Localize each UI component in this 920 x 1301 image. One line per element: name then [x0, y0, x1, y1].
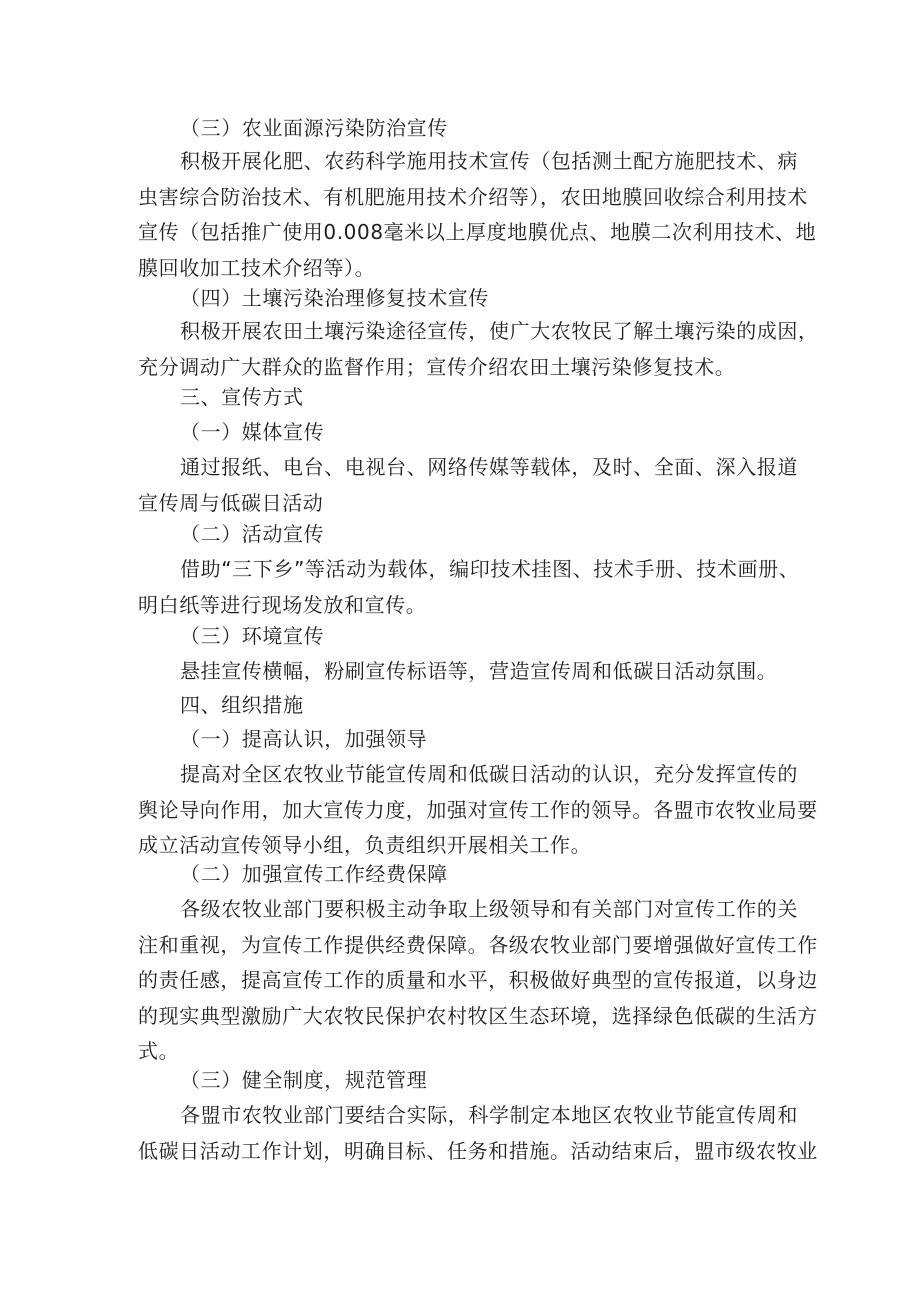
heading-text: 三、宣传方式	[180, 385, 304, 409]
section-heading	[180, 619, 792, 655]
chapter-heading	[180, 688, 792, 724]
paragraph-line: 借助“三下乡”等活动为载体，编印技术挂图、技术手册、技术画册、	[180, 557, 800, 581]
body-paragraph	[138, 450, 798, 521]
paragraph-line: 提高对全区农牧业节能宣传周和低碳日活动的认识，充分发挥宣传的	[180, 762, 798, 786]
heading-text: （三）健全制度，规范管理	[180, 1068, 428, 1092]
heading-text: （二）活动宣传	[180, 522, 325, 546]
paragraph-line: 膜回收加工技术介绍等）。	[138, 255, 376, 280]
section-heading	[180, 517, 792, 553]
body-paragraph	[138, 144, 817, 286]
section-heading	[180, 281, 792, 317]
heading-text: （三）农业面源污染防治宣传	[180, 116, 448, 140]
paragraph-line: 低碳日活动工作计划，明确目标、任务和措施。活动结束后，盟市级农牧业	[138, 1138, 818, 1163]
chapter-heading	[180, 380, 792, 416]
paragraph-line: 明白纸等进行现场发放和宣传。	[138, 592, 427, 617]
body-paragraph	[138, 552, 800, 623]
paragraph-line: 注和重视，为宣传工作提供经费保障。各级农牧业部门要增强做好宣传工作	[138, 932, 818, 957]
paragraph-line: 的责任感，提高宣传工作的质量和水平，积极做好典型的宣传报道，以身边	[138, 968, 818, 993]
heading-text: （二）加强宣传工作经费保障	[180, 862, 448, 886]
paragraph-line: 成立活动宣传领导小组，负责组织开展相关工作。	[138, 833, 592, 858]
body-paragraph	[138, 892, 818, 1070]
paragraph-line: 充分调动广大群众的监督作用；宣传介绍农田土壤污染修复技术。	[138, 354, 736, 379]
heading-text: （三）环境宣传	[180, 624, 325, 648]
heading-text: （一）媒体宣传	[180, 420, 325, 444]
body-paragraph	[138, 1098, 818, 1169]
section-heading	[180, 857, 792, 893]
heading-text: （一）提高认识，加强领导	[180, 727, 428, 751]
paragraph-line: 积极开展农田土壤污染途径宣传，使广大农牧民了解土壤污染的成因，	[180, 319, 819, 343]
paragraph-line: 各盟市农牧业部门要结合实际，科学制定本地区农牧业节能宣传周和	[180, 1103, 798, 1127]
section-heading	[180, 415, 792, 451]
paragraph-line: 的现实典型激励广大农牧民保护农村牧区生态环境，选择绿色低碳的生活方	[138, 1003, 818, 1028]
section-heading	[180, 111, 792, 147]
paragraph-line: 各级农牧业部门要积极主动争取上级领导和有关部门对宣传工作的关	[180, 897, 798, 921]
body-paragraph	[138, 757, 818, 864]
paragraph-line: 宣传周与低碳日活动	[138, 490, 324, 515]
paragraph-line: 通过报纸、电台、电视台、网络传媒等载体，及时、全面、深入报道	[180, 455, 798, 479]
paragraph-line: 舆论导向作用，加大宣传力度，加强对宣传工作的领导。各盟市农牧业局要	[138, 797, 818, 822]
body-paragraph	[138, 654, 792, 690]
section-heading	[180, 722, 792, 758]
paragraph-line: 虫害综合防治技术、有机肥施用技术介绍等），农田地膜回收综合利用技术	[138, 184, 808, 209]
heading-text: （四）土壤污染治理修复技术宣传	[180, 286, 489, 310]
paragraph-line: 积极开展化肥、农药科学施用技术宣传（包括测土配方施肥技术、病	[180, 149, 798, 173]
paragraph-line: 式。	[138, 1039, 180, 1064]
paragraph-line: 宣传（包括推广使用0.008毫米以上厚度地膜优点、地膜二次利用技术、地	[138, 220, 817, 245]
section-heading	[180, 1063, 792, 1099]
heading-text: 四、组织措施	[180, 693, 304, 717]
paragraph-line: 悬挂宣传横幅，粉刷宣传标语等，营造宣传周和低碳日活动氛围。	[180, 659, 778, 683]
body-paragraph	[138, 314, 819, 385]
